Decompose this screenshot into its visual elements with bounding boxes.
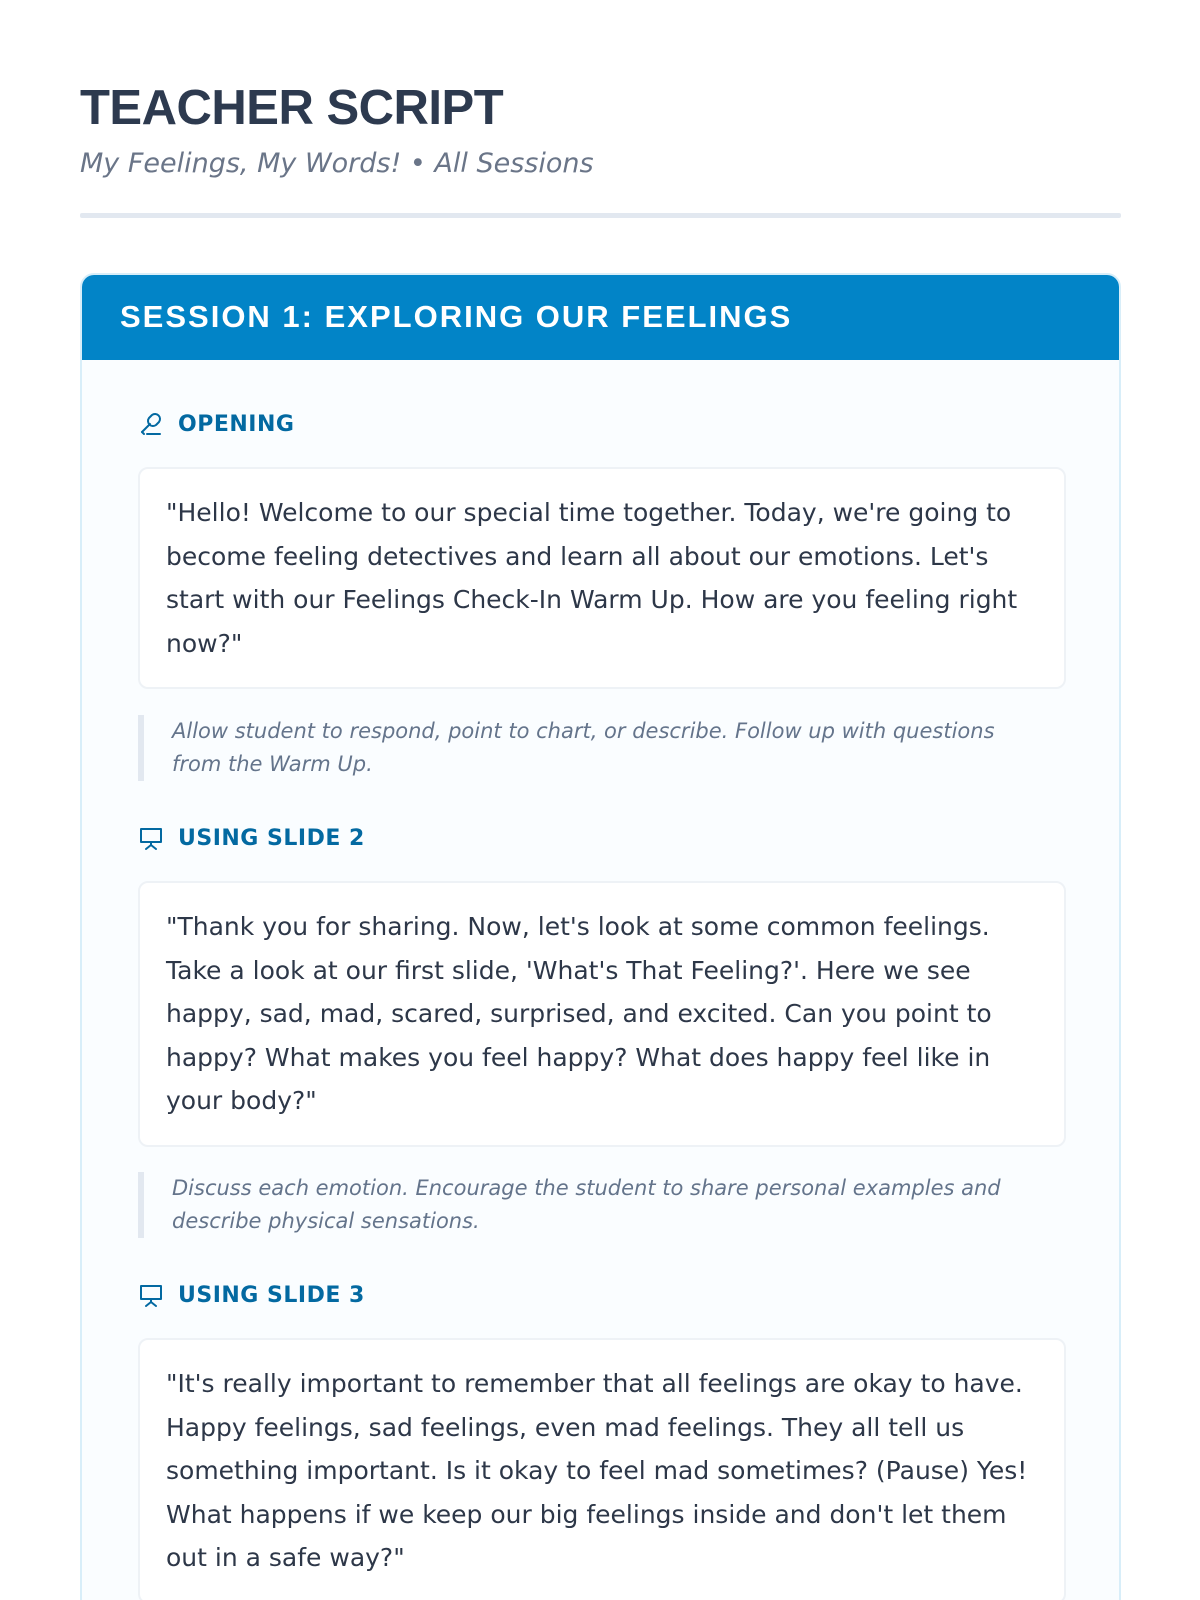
- note-text: Discuss each emotion. Encourage the student to share personal examples and describe physical sensations.: [172, 1176, 1001, 1233]
- section-label-text: OPENING: [178, 411, 295, 437]
- section-label-text: USING SLIDE 2: [178, 825, 365, 851]
- session-card: [80, 273, 1121, 1600]
- page-title: TEACHER SCRIPT: [80, 81, 504, 135]
- session-title: SESSION 1: EXPLORING OUR FEELINGS: [120, 299, 793, 334]
- script-text: "Thank you for sharing. Now, let's look at some common feelings. Take a look at our first slide, 'What's That Feeling?'. Here we see happy, sad, mad, scared, surprised, and excited. Can you point to happy? What makes you feel happy? What does happy feel like in your body?": [166, 912, 992, 1115]
- title-divider: [80, 213, 1121, 218]
- note-text: Allow student to respond, point to chart, or describe. Follow up with questions from the Warm Up.: [172, 719, 995, 776]
- teacher-note-slide-2: [138, 1172, 1038, 1238]
- section-label-opening: [138, 409, 294, 439]
- session-header: [80, 273, 1121, 360]
- script-box-opening: [138, 467, 1066, 689]
- script-text: "Hello! Welcome to our special time together. Today, we're going to become feeling detectives and learn all about our emotions. Let's start with our Feelings Check-In Warm Up. How are you feeling right now?": [166, 498, 1018, 658]
- teacher-note-opening: [138, 715, 1038, 781]
- page-subtitle: My Feelings, My Words! • All Sessions: [80, 148, 594, 179]
- presentation-board-icon: [138, 1282, 164, 1308]
- teacher-script-page: [80, 0, 1121, 1600]
- section-label-slide-3: [138, 1280, 365, 1310]
- section-label-text: USING SLIDE 3: [178, 1282, 365, 1308]
- presentation-board-icon: [138, 825, 164, 851]
- microphone-icon: [138, 411, 164, 437]
- script-text: "It's really important to remember that all feelings are okay to have. Happy feelings, sad feelings, even mad feelings. They all tell us something important. Is it okay to feel mad sometimes? (Pause) Yes! What happens if we keep our big feelings inside and don't let them out in a safe way?": [166, 1369, 1028, 1572]
- section-label-slide-2: [138, 823, 365, 853]
- script-box-slide-3: [138, 1338, 1066, 1600]
- script-box-slide-2: [138, 881, 1066, 1147]
